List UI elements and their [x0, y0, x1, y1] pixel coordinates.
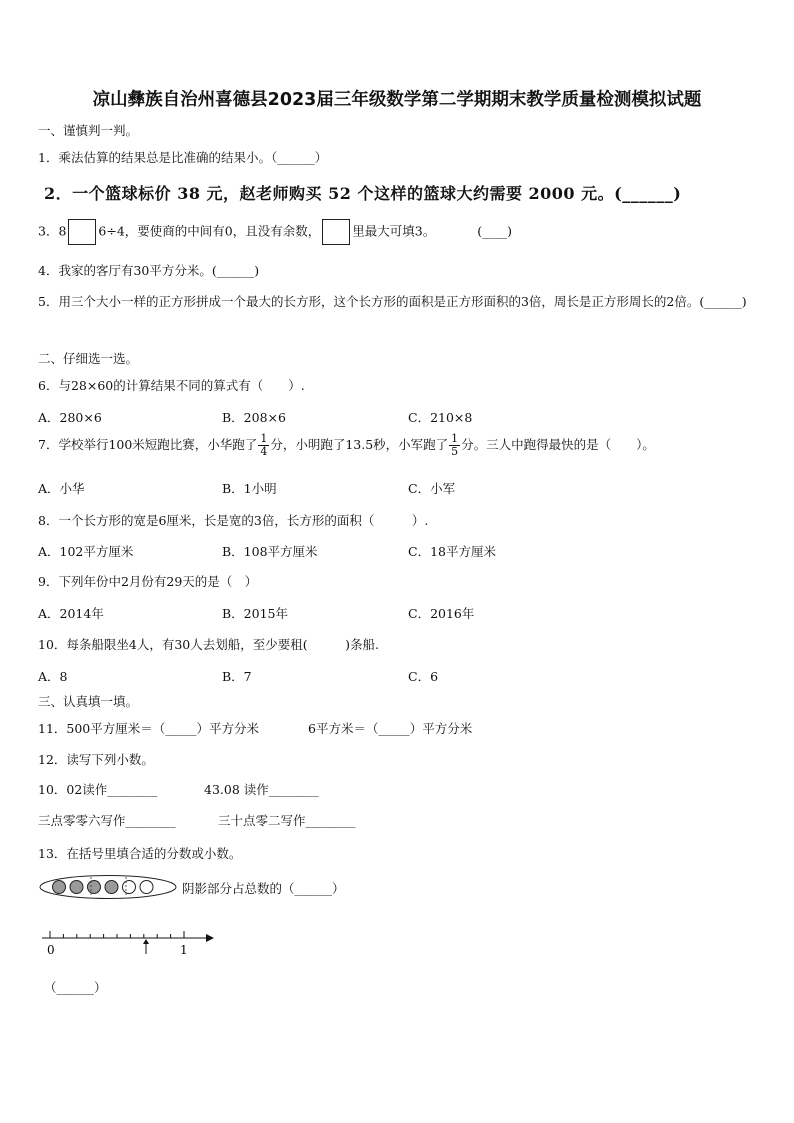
question-10: 10．每条船限坐4人，有30人去划船，至少要租( )条船. [38, 637, 379, 652]
shaded-circles-figure [38, 874, 178, 900]
question-7-text-3: 分。三人中跑得最快的是（ ）。 [461, 437, 655, 452]
question-4: 4．我家的客厅有30平方分米。(______) [38, 263, 260, 278]
question-9-option-c: C．2016年 [408, 606, 475, 621]
question-6-option-a: A．280×6 [38, 410, 102, 425]
question-6-option-b: B．208×6 [222, 410, 286, 425]
question-3-text-2: 里最大可填3。 [352, 223, 436, 239]
question-6-option-c: C．210×8 [408, 410, 473, 425]
question-7-option-b: B．1小明 [222, 481, 277, 496]
question-13-answer-blank: （______） [44, 980, 107, 995]
question-11-part-2: 6平方米＝（_____）平方分米 [308, 721, 473, 736]
unshaded-circle [140, 881, 153, 894]
question-2: 2．一个篮球标价 38 元，赵老师购买 52 个这样的篮球大约需要 2000 元。(______) [44, 184, 682, 203]
answer-box-2[interactable] [322, 219, 350, 245]
question-7-text-2: 分，小明跑了13.5秒，小军跑了 [270, 437, 449, 452]
question-6: 6．与28×60的计算结果不同的算式有（ ）. [38, 378, 305, 393]
question-5: 5．用三个大小一样的正方形拼成一个最大的长方形，这个长方形的面积是正方形面积的3倍，周长是正方形周长的2倍。(______) [38, 294, 747, 309]
question-12-read-2: 43.08 读作________ [204, 782, 319, 797]
pointer-arrow-head [143, 939, 149, 944]
fraction-one-quarter [258, 433, 269, 458]
number-line-arrow [206, 934, 214, 942]
question-9-option-a: A．2014年 [38, 606, 104, 621]
question-9-option-b: B．2015年 [222, 606, 288, 621]
number-line-figure [38, 924, 218, 960]
question-13: 13．在括号里填合适的分数或小数。 [38, 846, 242, 861]
question-1: 1．乘法估算的结果总是比准确的结果小。（______） [38, 150, 328, 165]
question-7 [38, 433, 655, 458]
fraction-1-numerator: 1 [260, 432, 268, 445]
shaded-circle [88, 881, 101, 894]
circle-group [53, 881, 154, 894]
tick-label-1: 1 [180, 943, 188, 957]
fraction-2-numerator: 1 [451, 432, 459, 445]
page-title: 凉山彝族自治州喜德县2023届三年级数学第二学期期末教学质量检测模拟试题 [92, 90, 702, 110]
tick-group [50, 931, 184, 938]
question-3-blank: (____) [477, 223, 512, 239]
section-heading-1: 一、谨慎判一判。 [38, 123, 139, 138]
question-10-option-c: C．6 [408, 669, 439, 684]
unshaded-circle [123, 881, 136, 894]
shaded-circle [105, 881, 118, 894]
shaded-circle [53, 881, 66, 894]
question-9: 9．下列年份中2月份有29天的是（ ） [38, 574, 258, 589]
question-8-option-a: A．102平方厘米 [38, 544, 134, 559]
section-heading-2: 二、仔细选一选。 [38, 351, 139, 366]
question-8: 8．一个长方形的宽是6厘米，长是宽的3倍，长方形的面积（ ）. [38, 513, 429, 528]
question-3-text-1: 6÷4，要使商的中间有0，且没有余数， [98, 223, 321, 239]
fraction-1-denominator: 4 [260, 445, 268, 458]
question-13-shaded-label: 阴影部分占总数的（______） [182, 881, 345, 896]
question-7-text-1: 7．学校举行100米短跑比赛，小华跑了 [38, 437, 258, 452]
question-7-option-a: A．小华 [38, 481, 85, 496]
question-3-number: 3．8 [38, 223, 67, 239]
question-7-option-c: C．小军 [408, 481, 456, 496]
question-8-option-b: B．108平方厘米 [222, 544, 318, 559]
answer-box-1[interactable] [68, 219, 96, 245]
question-3 [38, 219, 512, 245]
question-11-part-1: 11．500平方厘米＝（_____）平方分米 [38, 721, 260, 736]
question-12-write-2: 三十点零二写作________ [218, 813, 356, 828]
question-12: 12．读写下列小数。 [38, 752, 154, 767]
question-8-option-c: C．18平方厘米 [408, 544, 496, 559]
question-12-write-1: 三点零零六写作________ [38, 813, 176, 828]
section-heading-3: 三、认真填一填。 [38, 694, 139, 709]
question-10-option-b: B．7 [222, 669, 252, 684]
fraction-2-denominator: 5 [451, 445, 459, 458]
question-12-read-1: 10．02读作________ [38, 782, 158, 797]
tick-label-0: 0 [47, 943, 55, 957]
question-10-option-a: A．8 [38, 669, 68, 684]
fraction-one-fifth [449, 433, 460, 458]
shaded-circle [70, 881, 83, 894]
